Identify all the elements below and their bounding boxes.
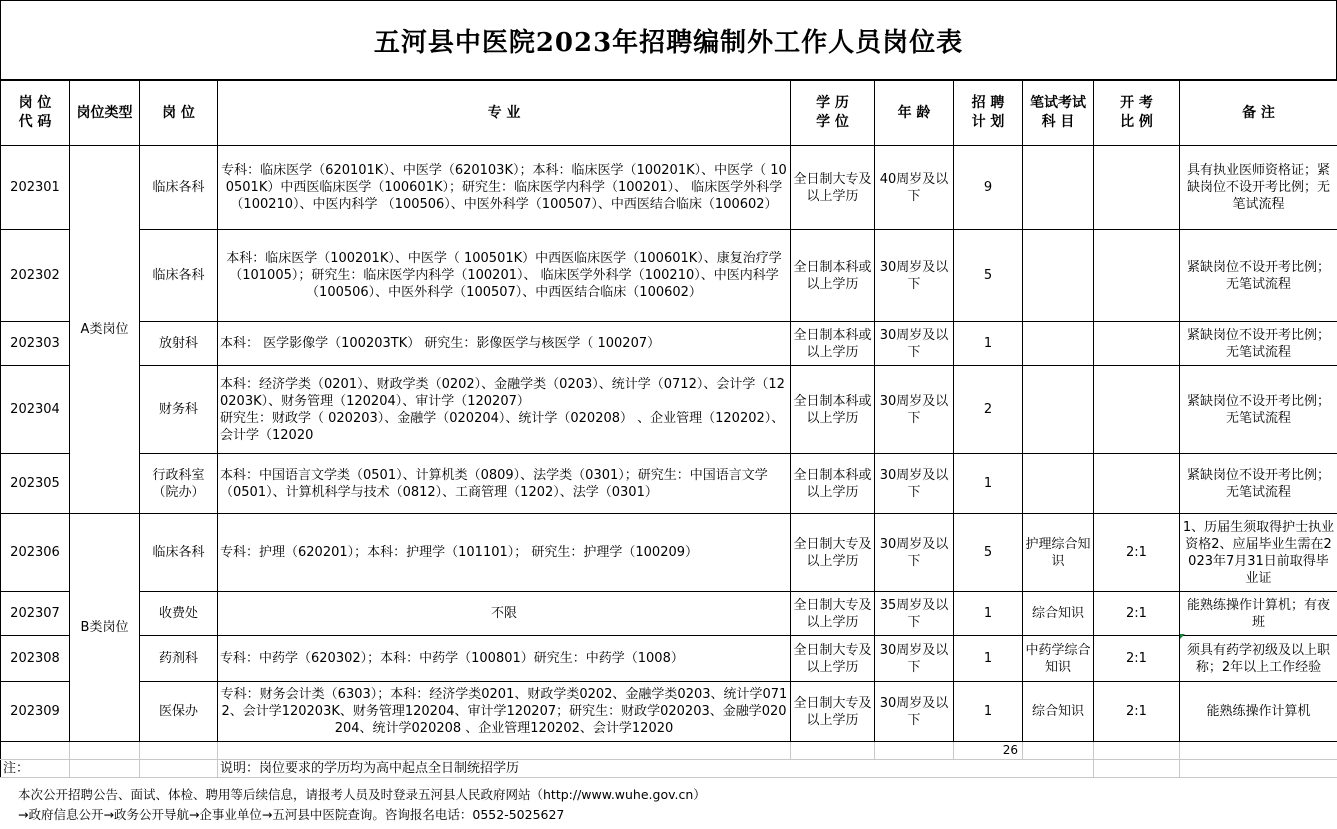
age-limit: 40周岁及以下 [875,146,954,230]
empty-cell [1023,742,1094,760]
header-code: 岗 位 代 码 [1,81,70,146]
major-requirement: 专科：财务会计类（6303）；本科：经济学类0201、财政学类0202、金融学类0203、统计学0712、会计学120203K、财务管理120204、审计学120207；研究生：财政学020203、金融学020204、统计学020208 、企业管理120202、会计学12020 [218,682,791,742]
note-row [1,760,1337,778]
exam-ratio: 2:1 [1094,636,1180,682]
hiring-plan: 1 [954,636,1023,682]
exam-ratio [1094,366,1180,454]
empty-cell [70,742,140,760]
post-name: 收费处 [140,592,218,636]
education: 全日制大专及以上学历 [791,682,875,742]
exam-ratio: 2:1 [1094,514,1180,592]
exam-ratio [1094,454,1180,514]
exam-subject [1023,146,1094,230]
table-row [1,682,1337,742]
post-name: 放射科 [140,322,218,366]
major-requirement: 本科：经济学类（0201）、财政学类（0202）、金融学类（0203）、统计学（0712）、会计学（120203K）、财务管理（120204）、审计学（120207） 研究生：财政学（ 020203）、金融学（020204）、统计学（020208） 、企业管理（120202）、会计学（12020 [218,366,791,454]
total-row [1,742,1337,760]
empty-cell [140,760,218,778]
exam-subject: 护理综合知识 [1023,514,1094,592]
table-row [1,592,1337,636]
header-type: 岗位类型 [70,81,140,146]
remark: 紧缺岗位不设开考比例；无笔试流程 [1180,230,1337,322]
post-code: 202305 [1,454,70,514]
header-major: 专 业 [218,81,791,146]
major-requirement: 不限 [218,592,791,636]
hiring-plan: 1 [954,682,1023,742]
remark: 紧缺岗位不设开考比例；无笔试流程 [1180,322,1337,366]
education: 全日制大专及以上学历 [791,636,875,682]
header-plan: 招 聘 计 划 [954,81,1023,146]
post-code: 202309 [1,682,70,742]
exam-ratio: 2:1 [1094,592,1180,636]
empty-cell [791,742,875,760]
footer-note [0,777,1337,829]
education: 全日制本科或以上学历 [791,322,875,366]
empty-cell [875,742,954,760]
post-code: 202308 [1,636,70,682]
post-code: 202303 [1,322,70,366]
header-remark: 备 注 [1180,81,1337,146]
age-limit: 35周岁及以下 [875,592,954,636]
exam-subject: 综合知识 [1023,592,1094,636]
note-text: 说明：岗位要求的学历均为高中起点全日制统招学历 [218,760,1094,778]
exam-ratio: 2:1 [1094,682,1180,742]
comment-marker-icon [1180,634,1185,639]
age-limit: 30周岁及以下 [875,366,954,454]
age-limit: 30周岁及以下 [875,322,954,366]
post-name: 临床各科 [140,146,218,230]
job-table [0,80,1337,778]
hiring-plan: 9 [954,146,1023,230]
post-name: 医保办 [140,682,218,742]
total-plan: 26 [954,742,1023,760]
exam-subject [1023,230,1094,322]
page-title: 五河县中医院2023年招聘编制外工作人员岗位表 [0,0,1337,80]
age-limit: 30周岁及以下 [875,514,954,592]
post-type-b: B类岗位 [70,514,140,742]
post-name: 药剂科 [140,636,218,682]
hiring-plan: 1 [954,454,1023,514]
exam-subject [1023,366,1094,454]
post-code: 202307 [1,592,70,636]
post-code: 202304 [1,366,70,454]
remark: 紧缺岗位不设开考比例；无笔试流程 [1180,454,1337,514]
remark: 能熟练操作计算机；有夜班 [1180,592,1337,636]
major-requirement: 本科：临床医学（100201K）、中医学（ 100501K）中西医临床医学（100601K）、康复治疗学（101005）；研究生：临床医学内科学（100201）、 临床医学外科学（100210）、中医内科学 （100506）、中医外科学（100507）、中西医结合临床（100602） [218,230,791,322]
exam-ratio [1094,322,1180,366]
empty-cell [1094,760,1180,778]
note-label: 注： [1,760,70,778]
header-ratio: 开 考 比 例 [1094,81,1180,146]
hiring-plan: 1 [954,322,1023,366]
major-requirement: 本科： 医学影像学（100203TK） 研究生：影像医学与核医学（ 100207） [218,322,791,366]
exam-ratio [1094,146,1180,230]
empty-cell [70,760,140,778]
post-code: 202302 [1,230,70,322]
table-row [1,514,1337,592]
header-post: 岗 位 [140,81,218,146]
table-row [1,230,1337,322]
age-limit: 30周岁及以下 [875,682,954,742]
table-row [1,454,1337,514]
header-exam: 笔试考试 科 目 [1023,81,1094,146]
education: 全日制大专及以上学历 [791,592,875,636]
post-name: 财务科 [140,366,218,454]
post-name: 行政科室（院办） [140,454,218,514]
table-row [1,366,1337,454]
empty-cell [218,742,791,760]
empty-cell [140,742,218,760]
major-requirement: 专科：临床医学（620101K）、中医学（620103K）；本科：临床医学（100201K）、中医学（ 100501K）中西医临床医学（100601K）；研究生：临床医学内科学（100201）、 临床医学外科学（100210）、中医内科学 （100506）、中医外科学（100507）、中西医结合临床（100602） [218,146,791,230]
remark: 紧缺岗位不设开考比例；无笔试流程 [1180,366,1337,454]
table-row [1,636,1337,682]
education: 全日制本科或以上学历 [791,454,875,514]
age-limit: 30周岁及以下 [875,454,954,514]
footer-line: →政府信息公开→政务公开导航→企事业单位→五河县中医院查询。咨询报名电话：0552-5025627 [18,807,565,822]
exam-subject: 综合知识 [1023,682,1094,742]
exam-subject [1023,322,1094,366]
education: 全日制本科或以上学历 [791,366,875,454]
footer-line: 本次公开招聘公告、面试、体检、聘用等后续信息，请报考人员及时登录五河县人民政府网站（http://www.wuhe.gov.cn） [18,787,706,802]
education: 全日制大专及以上学历 [791,514,875,592]
education: 全日制本科或以上学历 [791,230,875,322]
header-row [1,81,1337,146]
hiring-plan: 5 [954,514,1023,592]
age-limit: 30周岁及以下 [875,230,954,322]
major-requirement: 专科：护理（620201）；本科：护理学（101101）； 研究生：护理学（100209） [218,514,791,592]
education: 全日制大专及以上学历 [791,146,875,230]
exam-subject: 中药学综合知识 [1023,636,1094,682]
major-requirement: 专科：中药学（620302）；本科：中药学（100801）研究生：中药学（1008） [218,636,791,682]
exam-ratio [1094,230,1180,322]
post-name: 临床各科 [140,230,218,322]
hiring-plan: 1 [954,592,1023,636]
post-name: 临床各科 [140,514,218,592]
exam-subject [1023,454,1094,514]
header-age: 年 龄 [875,81,954,146]
post-code: 202301 [1,146,70,230]
empty-cell [1180,760,1337,778]
table-row [1,146,1337,230]
table-row [1,322,1337,366]
empty-cell [1180,742,1337,760]
post-code: 202306 [1,514,70,592]
hiring-plan: 5 [954,230,1023,322]
empty-cell [1094,742,1180,760]
remark: 1、历届生须取得护士执业资格2、应届毕业生需在2023年7月31日前取得毕业证 [1180,514,1337,592]
age-limit: 30周岁及以下 [875,636,954,682]
remark: 能熟练操作计算机 [1180,682,1337,742]
post-type-a: A类岗位 [70,146,140,514]
hiring-plan: 2 [954,366,1023,454]
major-requirement: 本科：中国语言文学类（0501）、计算机类（0809）、法学类（0301）；研究生：中国语言文学（0501）、计算机科学与技术（0812）、工商管理（1202）、法学（0301） [218,454,791,514]
header-edu: 学 历 学 位 [791,81,875,146]
remark: 须具有药学初级及以上职称；2年以上工作经验 [1180,636,1337,682]
empty-cell [1,742,70,760]
remark: 具有执业医师资格证；紧缺岗位不设开考比例；无笔试流程 [1180,146,1337,230]
